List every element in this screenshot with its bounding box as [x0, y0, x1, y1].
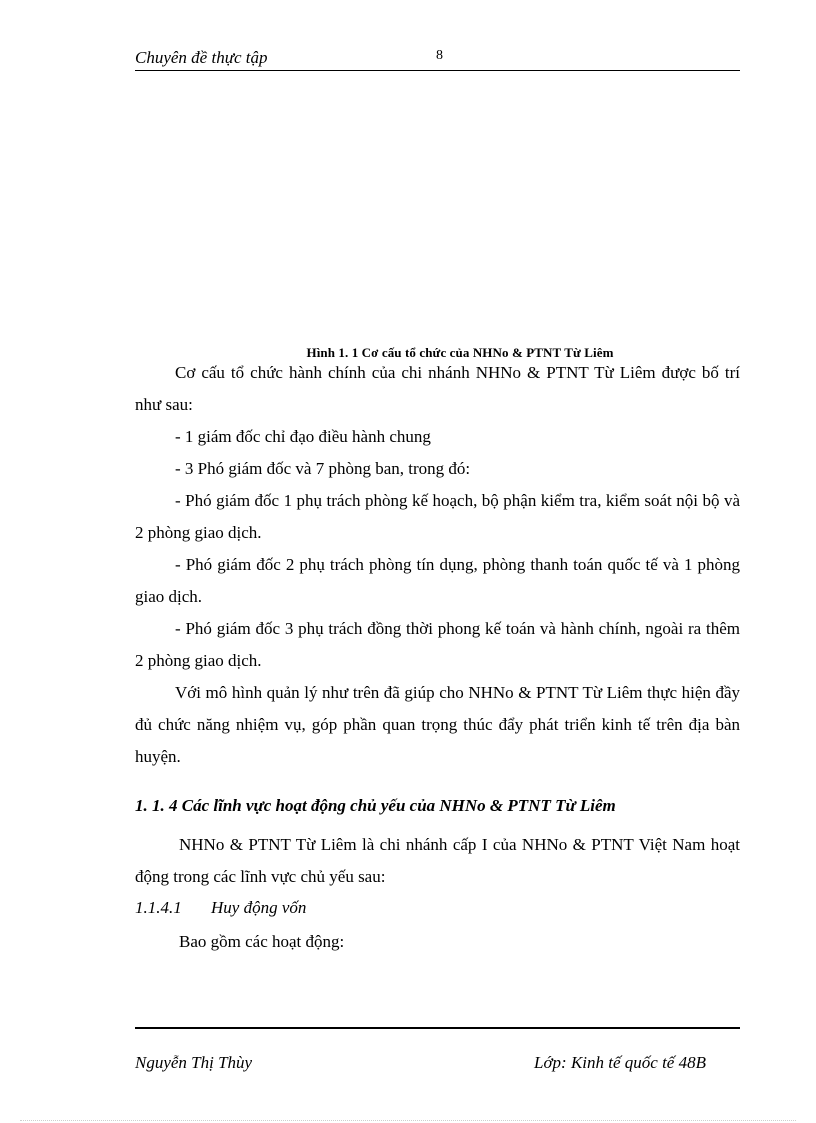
footer-rule: [135, 1027, 740, 1029]
page-bottom-border: [20, 1120, 796, 1121]
subsection-title: Huy động vốn: [211, 898, 307, 917]
footer-class: Lớp: Kinh tế quốc tế 48B: [534, 1053, 706, 1072]
subsection-number: 1.1.4.1: [135, 898, 182, 917]
paragraph-sub-intro: Bao gồm các hoạt động:: [179, 932, 345, 951]
list-item-director: - 1 giám đốc chỉ đạo điều hành chung: [175, 427, 431, 446]
section-heading: 1. 1. 4 Các lĩnh vực hoạt động chủ yếu của NHNo & PTNT Từ Liêm: [135, 796, 616, 815]
paragraph-deputy-3: - Phó giám đốc 3 phụ trách đồng thời phong kế toán và hành chính, ngoài ra thêm 2 phòng giao dịch.: [135, 619, 740, 670]
subsection-heading: [135, 898, 306, 918]
body-text-block: [135, 357, 740, 773]
subsection-text-block: [135, 926, 740, 958]
header-title: Chuyên đề thực tập: [135, 48, 268, 67]
paragraph-intro: Cơ cấu tổ chức hành chính của chi nhánh NHNo & PTNT Từ Liêm được bố trí như sau:: [135, 363, 740, 414]
section-text-block: [135, 829, 740, 893]
footer-author: Nguyễn Thị Thùy: [135, 1053, 253, 1072]
page-number: 8: [436, 48, 443, 63]
paragraph-deputy-2: - Phó giám đốc 2 phụ trách phòng tín dụng, phòng thanh toán quốc tế và 1 phòng giao dịch.: [135, 555, 740, 606]
paragraph-deputy-1: - Phó giám đốc 1 phụ trách phòng kế hoạch, bộ phận kiểm tra, kiểm soát nội bộ và 2 phòng giao dịch.: [135, 491, 740, 542]
paragraph-section-intro: NHNo & PTNT Từ Liêm là chi nhánh cấp I của NHNo & PTNT Việt Nam hoạt động trong các lĩnh vực chủ yếu sau:: [135, 835, 740, 886]
header-rule: [135, 70, 740, 71]
list-item-deputies: - 3 Phó giám đốc và 7 phòng ban, trong đó:: [175, 459, 471, 478]
figure-caption: Hình 1. 1 Cơ cấu tổ chức của NHNo & PTNT Từ Liêm: [306, 345, 614, 360]
paragraph-conclusion: Với mô hình quản lý như trên đã giúp cho NHNo & PTNT Từ Liêm thực hiện đầy đủ chức năng nhiệm vụ, góp phần quan trọng thúc đẩy phát triển kinh tế trên địa bàn huyện.: [135, 683, 740, 766]
